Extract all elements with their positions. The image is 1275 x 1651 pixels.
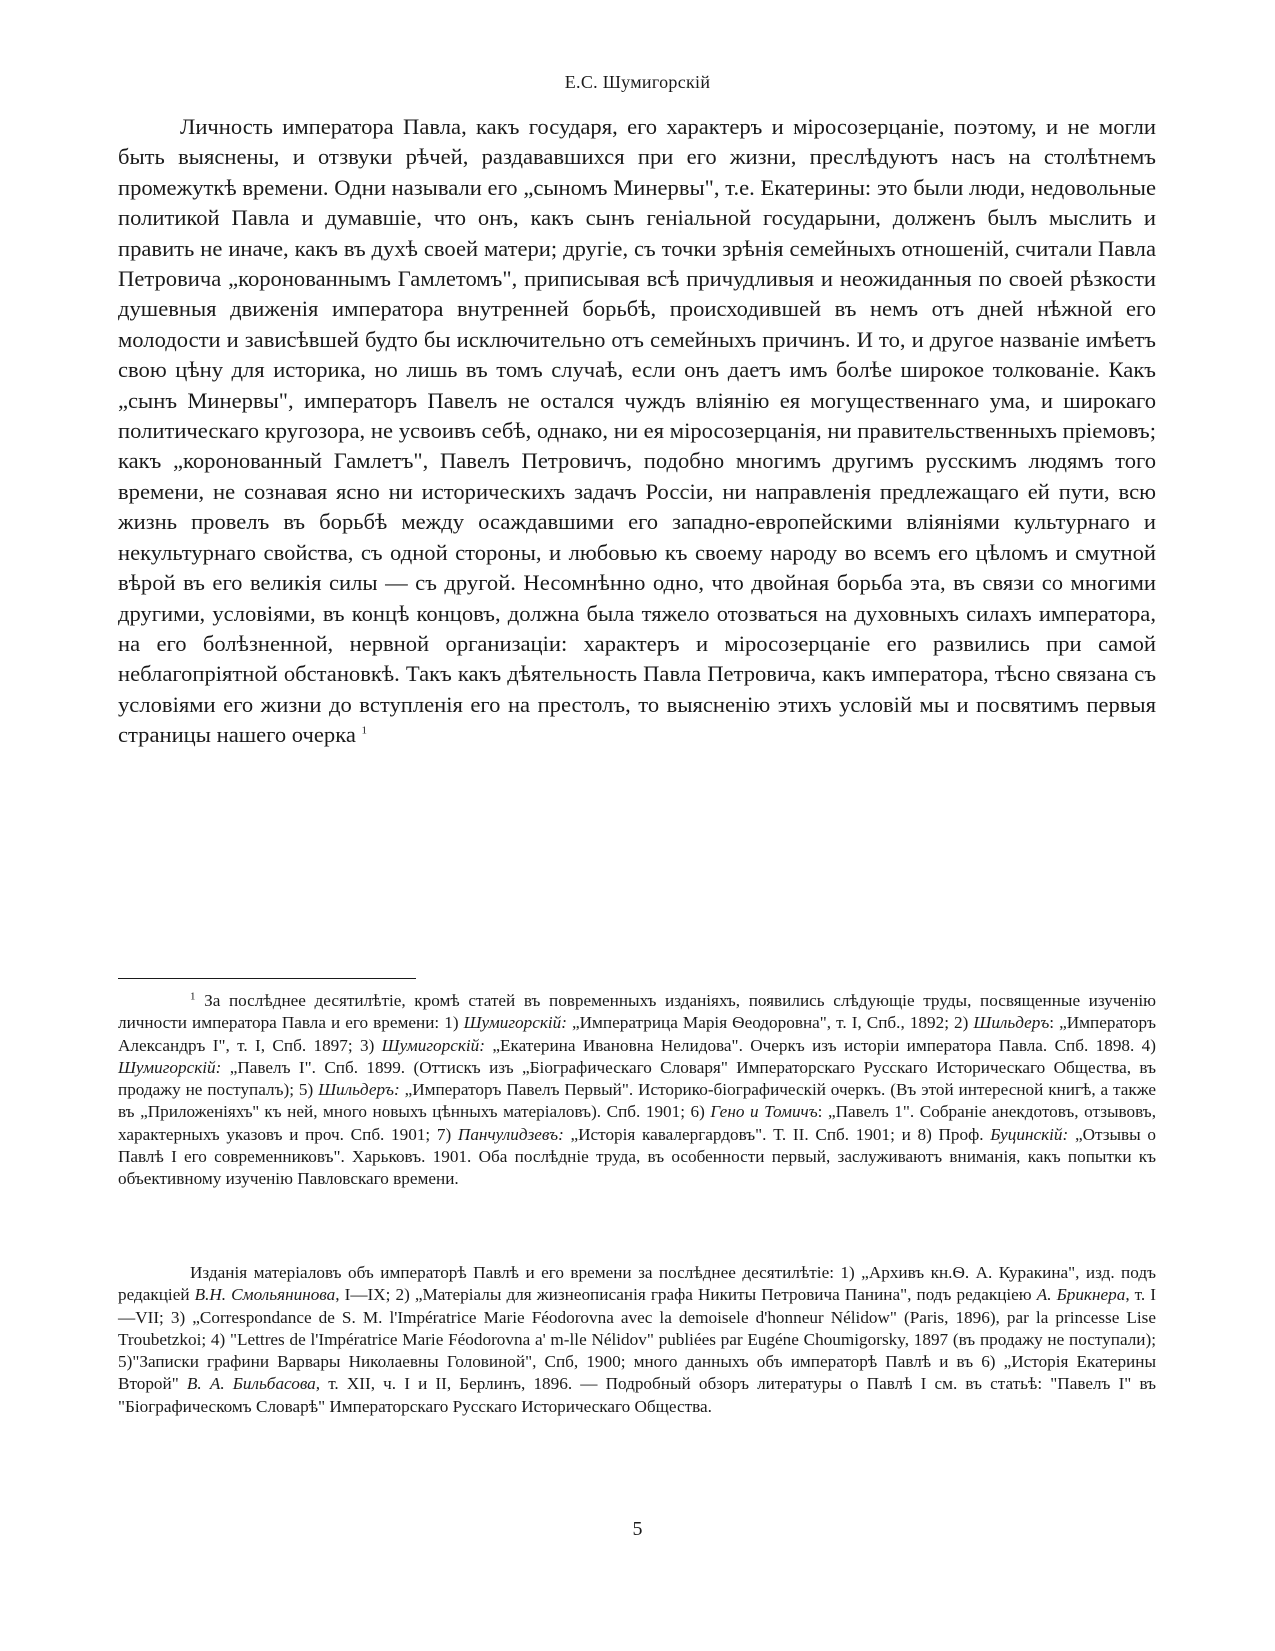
footnote-mark: 1 xyxy=(190,990,196,1003)
main-paragraph xyxy=(118,112,1156,751)
footnote-author: Гено и Томичъ xyxy=(710,1102,818,1122)
footnote-text: , т. I—VII; 3) „Correspondance de S. M. l'Impératrice Marie Féodorovna avec la demoisele d'honneur Nélidow" (Paris, 1896), par la princesse Lise Troubetzkoi; 4) "Lettres de l'Impératrice Marie Féodorovna a' m-lle Nélidov" publiées par Eugéne Choumigorsky, 1897 (въ продажу не поступали); 5)"Записки графини Варвары Николаевны Головиной", Спб, 1900; много данныхъ объ императорѣ Павлѣ и въ 6) „Исторія Екатерины Второй" xyxy=(118,1285,1156,1394)
page-number: 5 xyxy=(632,1518,643,1540)
footnote-author: Шумигорскій: xyxy=(118,1057,222,1077)
footnote-text: т. XII, ч. I и II, Берлинъ, 1896. — Подробный обзоръ литературы о Павлѣ I см. въ статьѣ: "Павелъ I" въ "Біографическомъ Словарѣ" Императорскаго Русскаго Историческаго Общества. xyxy=(118,1374,1157,1416)
running-head-author: Е.С. Шумигорскій xyxy=(564,72,711,92)
footnote-divider xyxy=(118,978,416,979)
footnote-text: , I—IX; 2) „Матеріалы для жизнеописанія графа Никиты Петровича Панина", подъ редакціею xyxy=(335,1285,1037,1305)
footnote-text: : „Императоръ Александръ I", т. I, Спб. 1897; 3) xyxy=(118,1013,1157,1055)
footnote-1-continued xyxy=(118,1262,1156,1418)
main-paragraph-text: Личность императора Павла, какъ государя, его характеръ и міросозерцаніе, поэтому, и не могли быть выяснены, и отзвуки рѣчей, раздававшихся при его жизни, преслѣдуютъ насъ на столѣтнемъ промежуткѣ времени. Одни называли его „сыномъ Минервы", т.е. Екатерины: это были люди, недовольные политикой Павла и думавшіе, что онъ, какъ сынъ геніальной государыни, долженъ былъ мыслить и править не иначе, какъ въ духѣ своей матери; другіе, съ точки зрѣнія семейныхъ отношеній, считали Павла Петровича „коронованнымъ Гамлетомъ", приписывая всѣ причудливыя и неожиданныя по своей рѣзкости душевныя движенія императора внутренней борьбѣ, происходившей въ немъ отъ дней нѣжной его молодости и зависѣвшей будто бы исключительно отъ семейныхъ причинъ. И то, и другое названіе имѣетъ свою цѣну для историка, но лишь въ томъ случаѣ, если онъ даетъ имъ болѣе широкое толкованіе. Какъ „сынъ Минервы", императоръ Павелъ не остался чуждъ вліянію ея могущественнаго ума, и широкаго политическаго кругозора, не усвоивъ себѣ, однако, ни ея міросозерцанія, ни правительственныхъ пріемовъ; какъ „коронованный Гамлетъ", Павелъ Петровичъ, подобно многимъ другимъ русскимъ людямъ того времени, не сознавая ясно ни историческихъ задачъ Россіи, ни направленія предлежащаго ей пути, всю жизнь провелъ въ борьбѣ между осаждавшими его западно-европейскими вліяніями культурнаго и некультурнаго свойства, съ одной стороны, и любовью къ своему народу во всемъ его цѣломъ и смутной вѣрой въ его великія силы — съ другой. Несомнѣнно одно, что двойная борьба эта, въ связи со многими другими, условіями, въ концѣ концовъ, должна была тяжело отозваться на духовныхъ силахъ императора, на его болѣзненной, нервной организаціи: характеръ и міросозерцаніе его развились при самой неблагопріятной обстановкѣ. Такъ какъ дѣятельность Павла Петровича, какъ императора, тѣсно связана съ условіями его жизни до вступленія его на престолъ, то выясненію этихъ условій мы и посвятимъ первыя страницы нашего очерка xyxy=(118,114,1156,748)
footnote-author: Панчулидзевъ: xyxy=(457,1124,564,1144)
footnote-author: Шильдеръ xyxy=(973,1013,1050,1033)
footnote-author: Шумигорскій: xyxy=(381,1035,485,1055)
footnote-author: Буцинскій: xyxy=(990,1124,1069,1144)
footnote-author: Шумигорскій: xyxy=(463,1013,567,1033)
footnote-1 xyxy=(118,990,1156,1191)
footnote-text: „Павелъ I". Спб. 1899. (Оттискъ изъ „Біографическаго Словаря" Императорскаго Русскаго Историческаго Общества, въ продажу не поступалъ); 5) xyxy=(118,1057,1156,1100)
footnote-text: „Екатерина Ивановна Нелидова". Очеркъ изъ исторіи императора Павла. Спб. 1898. 4) xyxy=(485,1035,1156,1055)
footnote-author: В. А. Бильбасова, xyxy=(186,1374,321,1394)
footnote-text: За послѣднее десятилѣтіе, кромѣ статей въ повременныхъ изданіяхъ, появились слѣдующіе труды, посвященные изученію личности императора Павла и его времени: 1) xyxy=(118,991,1156,1033)
footnote-text: „Императрица Марія Ѳеодоровна", т. I, Спб., 1892; 2) xyxy=(566,1013,974,1033)
footnote-text: „Исторія кавалергардовъ". Т. II. Спб. 1901; и 8) Проф. xyxy=(563,1124,991,1144)
footnote-text: Изданія матеріаловъ объ императорѣ Павлѣ и его времени за послѣднее десятилѣтіе: 1) „Архивъ кн.Ѳ. А. Куракина", изд. подъ редакціей xyxy=(118,1263,1156,1305)
footnote-text: : „Павелъ 1". Собраніе анекдотовъ, отзывовъ, характерныхъ указовъ и проч. Спб. 1901; 7) xyxy=(118,1102,1156,1144)
footnote-author: В.Н. Смольянинова xyxy=(194,1285,336,1305)
footnote-text: „Отзывы о Павлѣ I его современниковъ". Харьковъ. 1901. Оба послѣдніе труда, въ особенности первый, заслуживаютъ вниманія, какъ попытки къ объективному изученію Павловскаго времени. xyxy=(118,1124,1157,1189)
footnote-text: „Императоръ Павелъ Первый". Историко-біографическій очеркъ. (Въ этой интересной книгѣ, а также въ „Приложеніяхъ'' къ ней, много новыхъ цѣнныхъ матеріаловъ). Спб. 1901; 6) xyxy=(118,1080,1156,1122)
footnote-reference[interactable]: 1 xyxy=(361,724,368,737)
footnote-author: А. Брикнера xyxy=(1036,1285,1126,1305)
footnote-author: Шильдеръ: xyxy=(318,1080,400,1100)
